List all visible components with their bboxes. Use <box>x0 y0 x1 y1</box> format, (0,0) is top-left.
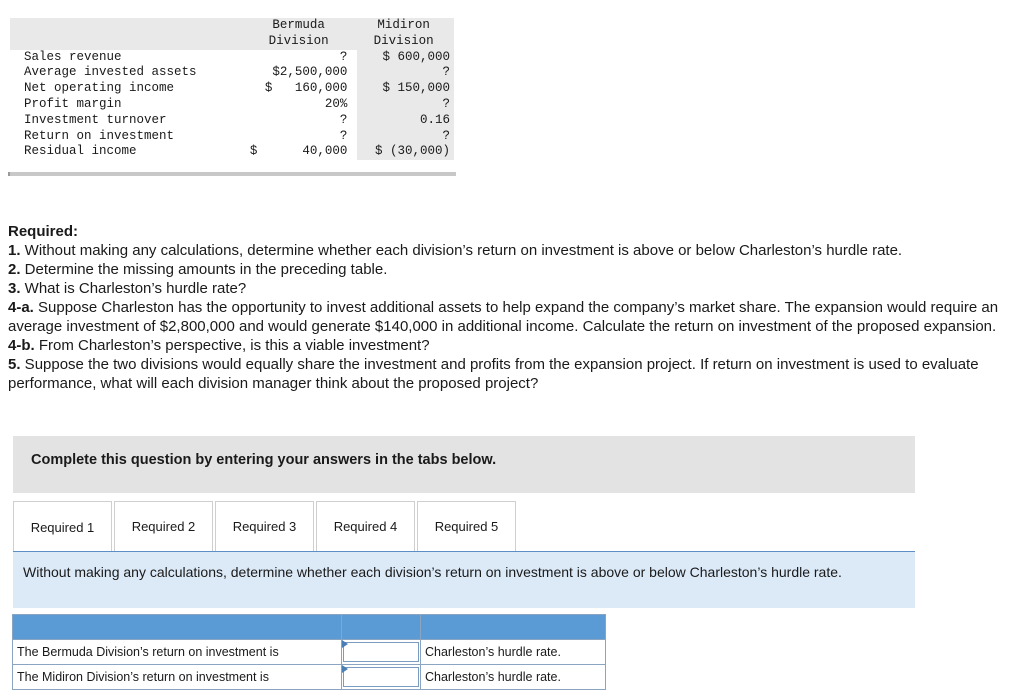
bermuda-value: 20% <box>250 97 358 113</box>
required-item-text: Suppose Charleston has the opportunity to invest additional assets to help expand the company’s market share. The expansion would require an average investment of $2,800,000 and would generate $140,000 in additional income. Calculate the return on investment of the proposed expansion. <box>8 299 999 335</box>
table-row <box>10 113 454 129</box>
bermuda-value: ? <box>250 113 358 129</box>
bermuda-value: $ 40,000 <box>250 144 358 160</box>
bermuda-answer-dropdown[interactable] <box>342 640 421 665</box>
required-heading: Required: <box>8 223 79 240</box>
table-header-blank <box>10 34 250 50</box>
midiron-value: $ 150,000 <box>357 81 454 97</box>
midiron-value: ? <box>357 65 454 81</box>
required-item-number: 4-b. <box>8 337 35 354</box>
table-header-blank <box>10 18 250 34</box>
tab-required-5[interactable]: Required 5 <box>417 501 516 551</box>
tab-required-3[interactable]: Required 3 <box>215 501 314 551</box>
table-row <box>10 129 454 145</box>
tab-required-2[interactable]: Required 2 <box>114 501 213 551</box>
statement-tail: Charleston’s hurdle rate. <box>421 640 606 665</box>
table-row <box>13 640 606 665</box>
table-row <box>10 65 454 81</box>
table-row <box>10 50 454 66</box>
bermuda-value: ? <box>250 50 358 66</box>
statement-text: The Midiron Division’s return on investment is <box>13 665 342 690</box>
required-item <box>8 298 1018 336</box>
answer-table <box>12 614 606 690</box>
header-cell <box>13 615 342 640</box>
row-label: Profit margin <box>10 97 250 113</box>
required-item-number: 5. <box>8 356 21 373</box>
division-data-table <box>10 18 454 160</box>
tab-instruction-panel <box>13 552 915 608</box>
instructions-banner <box>13 436 915 493</box>
required-item <box>8 279 1018 298</box>
tab-bar <box>13 501 518 551</box>
midiron-value: 0.16 <box>357 113 454 129</box>
table-row <box>10 81 454 97</box>
statement-text: The Bermuda Division’s return on investment is <box>13 640 342 665</box>
instruction-text: Without making any calculations, determine whether each division’s return on investment is above or below Charleston’s hurdle rate. <box>23 564 842 580</box>
table-row <box>10 97 454 113</box>
midiron-value: ? <box>357 97 454 113</box>
header-cell <box>342 615 421 640</box>
table-row <box>13 665 606 690</box>
required-item-text: Suppose the two divisions would equally share the investment and profits from the expansion project. If return on investment is used to evaluate performance, what will each division manager think about the proposed project? <box>8 356 979 392</box>
required-item-number: 4-a. <box>8 299 34 316</box>
required-item <box>8 336 1018 355</box>
midiron-answer-dropdown[interactable] <box>342 665 421 690</box>
midiron-header-line2: Division <box>357 34 454 50</box>
statement-tail: Charleston’s hurdle rate. <box>421 665 606 690</box>
required-item-text: Without making any calculations, determine whether each division’s return on investment is above or below Charleston’s hurdle rate. <box>20 242 903 259</box>
required-item-text: From Charleston’s perspective, is this a viable investment? <box>34 337 430 354</box>
table-scrollbar[interactable] <box>8 172 456 176</box>
required-item <box>8 260 1018 279</box>
required-item-number: 1. <box>8 242 21 259</box>
dropdown-input[interactable] <box>343 667 419 687</box>
tab-required-4[interactable]: Required 4 <box>316 501 415 551</box>
required-item <box>8 355 1018 393</box>
bermuda-value: $ 160,000 <box>250 81 358 97</box>
row-label: Net operating income <box>10 81 250 97</box>
midiron-value: $ 600,000 <box>357 50 454 66</box>
required-item-text: Determine the missing amounts in the preceding table. <box>20 261 388 278</box>
bermuda-header-line1: Bermuda <box>250 18 358 34</box>
banner-text: Complete this question by entering your answers in the tabs below. <box>31 452 497 468</box>
required-item <box>8 241 1018 260</box>
required-item-text: What is Charleston’s hurdle rate? <box>20 280 247 297</box>
midiron-header-line1: Midiron <box>357 18 454 34</box>
required-section <box>8 222 1018 393</box>
row-label: Average invested assets <box>10 65 250 81</box>
row-label: Residual income <box>10 144 250 160</box>
dropdown-marker-icon <box>342 640 348 648</box>
table-row <box>10 144 454 160</box>
tab-required-1[interactable]: Required 1 <box>13 501 112 552</box>
required-item-number: 3. <box>8 280 21 297</box>
dropdown-marker-icon <box>342 665 348 673</box>
bermuda-value: ? <box>250 129 358 145</box>
row-label: Sales revenue <box>10 50 250 66</box>
row-label: Investment turnover <box>10 113 250 129</box>
row-label: Return on investment <box>10 129 250 145</box>
midiron-value: $ (30,000) <box>357 144 454 160</box>
bermuda-header-line2: Division <box>250 34 358 50</box>
midiron-value: ? <box>357 129 454 145</box>
dropdown-input[interactable] <box>343 642 419 662</box>
header-cell <box>421 615 606 640</box>
answer-table-header <box>13 615 606 640</box>
required-item-number: 2. <box>8 261 21 278</box>
bermuda-value: $2,500,000 <box>250 65 358 81</box>
